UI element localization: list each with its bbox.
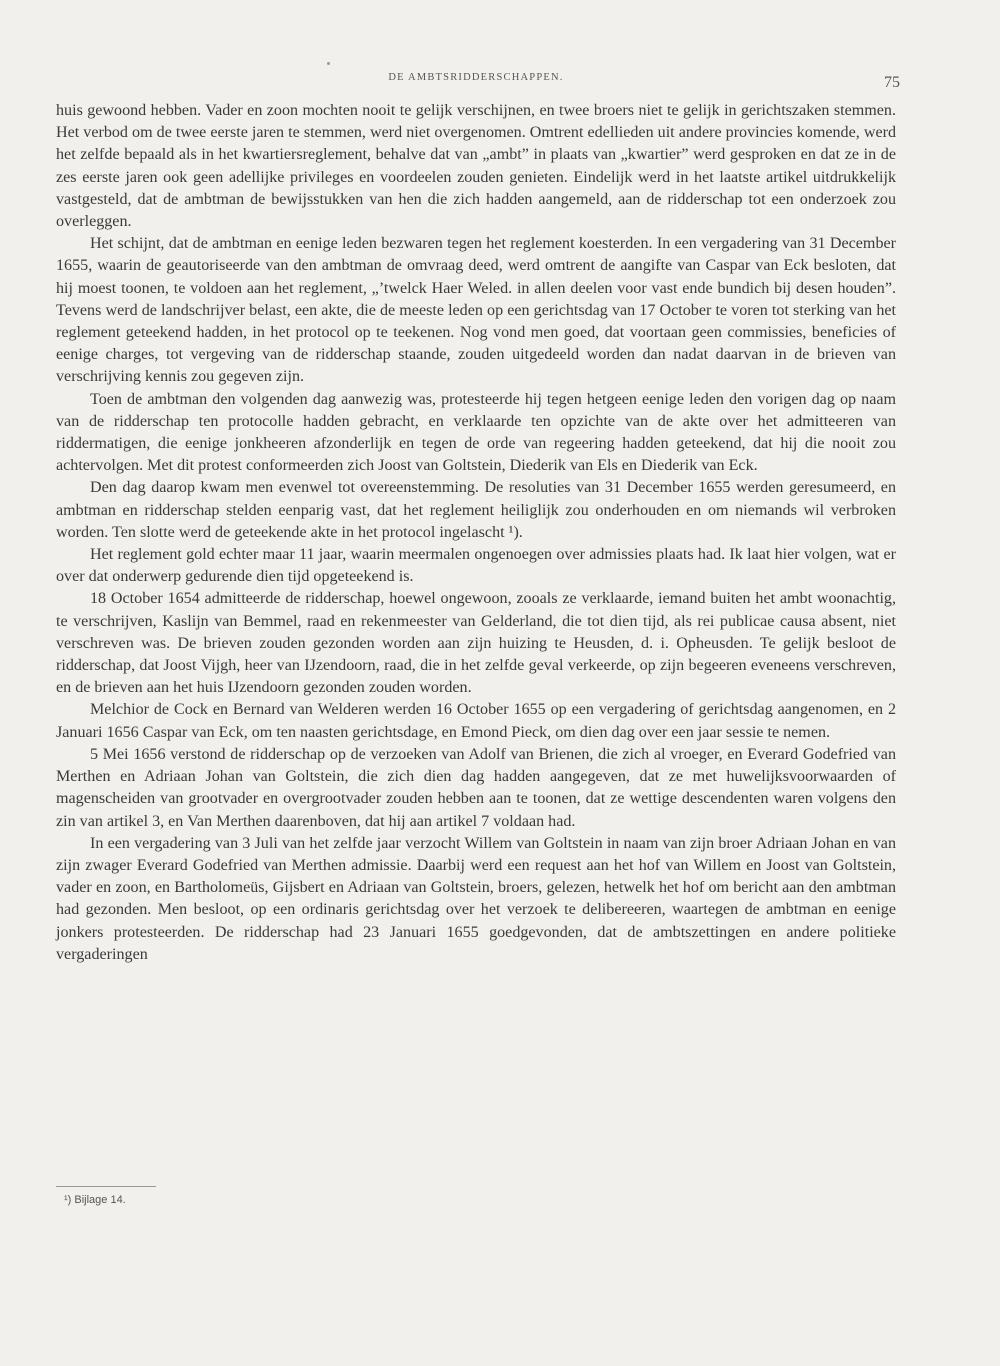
paragraph-5: Het reglement gold echter maar 11 jaar, waarin meermalen ongenoegen over admissies plaats had. Ik laat hier volgen, wat er over dat onderwerp gedurende dien tijd opgeteekend is. — [56, 546, 896, 586]
paragraph-3: Toen de ambtman den volgenden dag aanwezig was, protesteerde hij tegen hetgeen eenige leden den vorigen dag op naam van de ridderschap ten protocolle hadden gebracht, en verklaarde ten opzichte van de akte over het admitteeren van riddermatigen, die eenige jonkheeren afzonderlijk en tegen de orde van regeering hadden geteekend, dat hij die nooit zou achtervolgen. Met dit protest conformeerden zich Joost van Goltstein, Diederik van Els en Diederik van Eck. — [56, 390, 896, 475]
page — [56, 70, 900, 966]
page-speck — [327, 62, 330, 65]
page-number: 75 — [884, 74, 900, 91]
body-text — [56, 100, 896, 966]
page-header — [56, 70, 900, 100]
paragraph-9: In een vergadering van 3 Juli van het zelfde jaar verzocht Willem van Goltstein in naam van zijn broer Adriaan Johan en van zijn zwager Everard Godefried van Merthen admissie. Daarbij werd een request aan het hof van Willem en Joost van Goltstein, vader en zoon, en Bartholomeüs, Gijsbert en Adriaan van Goltstein, broers, gelezen, hetwelk het hof om bericht aan den ambtman had gezonden. Men besloot, op een ordinaris gerichtsdag over het verzoek te delibereeren, waartegen de ambtman en eenige jonkers protesteerden. De ridderschap had 23 Januari 1655 goedgevonden, dat de ambtszettingen en andere politieke vergaderingen — [56, 834, 896, 963]
paragraph-8: 5 Mei 1656 verstond de ridderschap op de verzoeken van Adolf van Brienen, die zich al vroeger, en Everard Godefried van Merthen en Adriaan Johan van Goltstein, die zich dien dag hadden aangegeven, dat ze met huwelijksvoorwaarden of magenscheiden van grootvader en overgrootvader zouden hebben aan te toonen, dat ze wettige descendenten waren volgens den zin van artikel 3, en Van Merthen daarenboven, dat hij aan artikel 7 voldaan had. — [56, 745, 896, 830]
paragraph-2: Het schijnt, dat de ambtman en eenige leden bezwaren tegen het reglement koesterden. In een vergadering van 31 December 1655, waarin de geautoriseerde van den ambtman de omvraag deed, werd omtrent de aangifte van Caspar van Eck besloten, dat hij moest toonen, te voldoen aan het reglement, „’twelck Haer Weled. in allen deelen voor vast ende bundich bij desen houden”. Tevens werd de landschrijver belast, een akte, die de meeste leden op een gerichtsdag van 17 October te voren tot sterking van het reglement geteekend hadden, in het protocol op te teekenen. Nog vond men goed, dat voortaan geen commissies, beneficies of eenige charges, tot vergeving van de ridderschap staande, zouden uitgedeeld worden dan nadat daarvan in de brieven van verschrijving kennis zou gegeven zijn. — [56, 235, 896, 386]
paragraph-1: huis gewoond hebben. Vader en zoon mochten nooit te gelijk verschijnen, en twee broers niet te gelijk in gerichtszaken stemmen. Het verbod om de twee eerste jaren te stemmen, werd niet overgenomen. Omtrent edellieden uit andere provincies komende, werd het zelfde bepaald als in het kwartiersreglement, behalve dat van „ambt” in plaats van „kwartier” werd gesproken en dat ze in de zes eerste jaren ook geen adellijke privileges en voordeelen zouden genieten. Eindelijk werd in het laatste artikel uitdrukkelijk vastgesteld, dat de ambtman de bewijsstukken van hen die zich hadden aangemeld, aan de ridderschap tot een onderzoek zou overleggen. — [56, 102, 896, 231]
footnote-rule — [56, 1186, 156, 1187]
footnote: ¹) Bijlage 14. — [64, 1194, 126, 1206]
paragraph-6: 18 October 1654 admitteerde de ridderschap, hoewel ongewoon, zooals ze verklaarde, iemand buiten het ambt woonachtig, te verschrijven, Kaslijn van Bemmel, raad en rekenmeester van Gelderland, die tot dien tijd, als rei publicae causa absent, niet verschreven was. De brieven zouden gezonden worden aan zijn huizing te Heusden, d. i. Opheusden. Te gelijk besloot de ridderschap, dat Joost Vijgh, heer van IJzendoorn, raad, die in het zelfde geval verkeerde, op zijn begeeren eveneens verschreven, en de brieven aan het huis IJzendoorn gezonden zouden worden. — [56, 590, 896, 697]
paragraph-4: Den dag daarop kwam men evenwel tot overeenstemming. De resoluties van 31 December 1655 werden geresumeerd, en ambtman en ridderschap stelden eenparig vast, dat het reglement heiliglijk zou onderhouden en om niemands wil verbroken worden. Ten slotte werd de geteekende akte in het protocol ingelascht ¹). — [56, 479, 896, 541]
running-title: DE AMBTSRIDDERSCHAPPEN. — [388, 72, 564, 83]
paragraph-7: Melchior de Cock en Bernard van Welderen werden 16 October 1655 op een vergadering of gerichtsdag aangenomen, en 2 Januari 1656 Caspar van Eck, om ten naasten gerichtsdage, en Emond Pieck, om dien dag over een jaar sessie te nemen. — [56, 701, 896, 741]
